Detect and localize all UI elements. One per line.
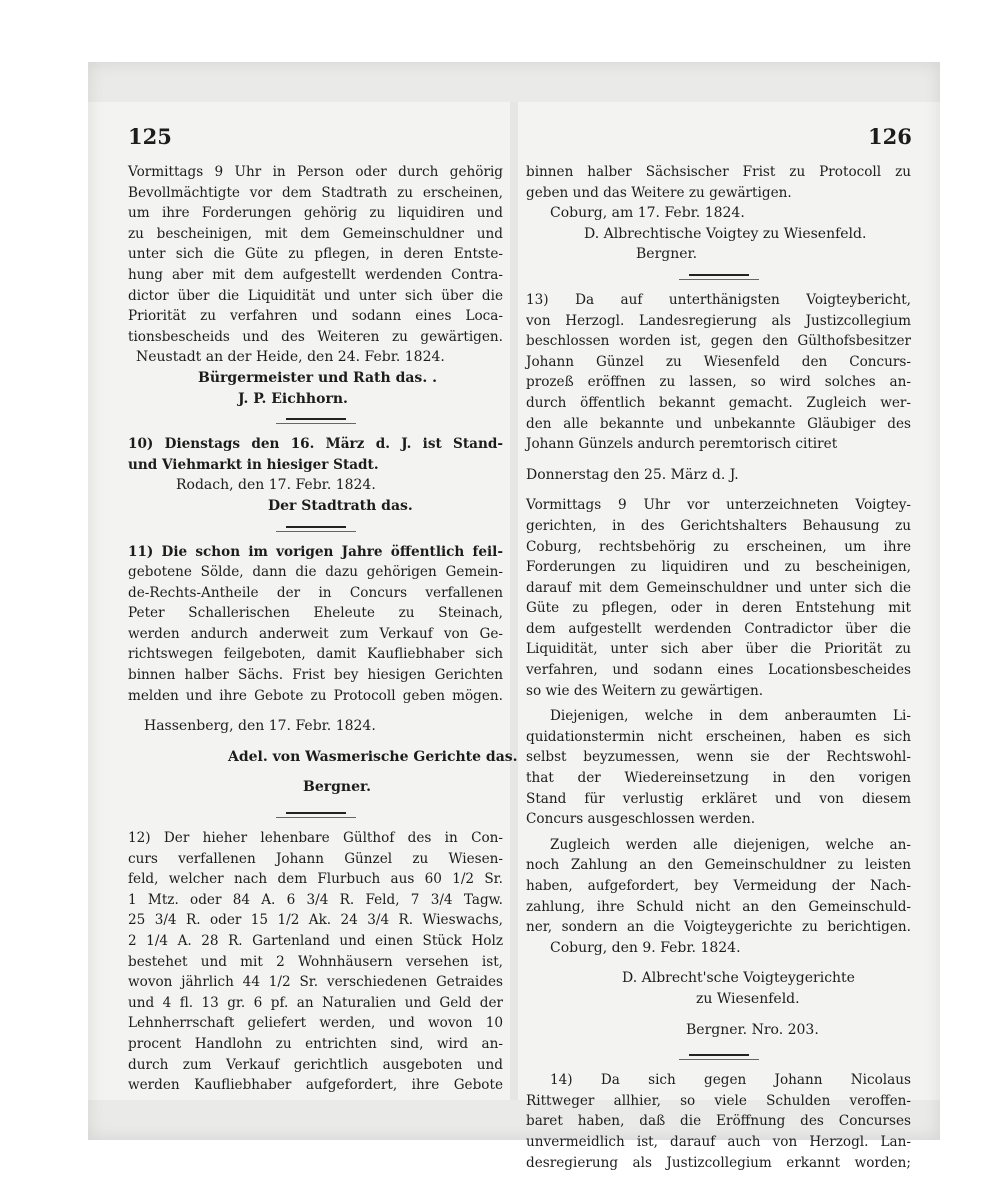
text-line: noch Zahlung an den Gemeinschuldner zu leisten bbox=[526, 857, 911, 874]
spacer bbox=[526, 1010, 911, 1020]
signature-line: Adel. von Wasmerische Gerichte das. bbox=[228, 748, 518, 765]
text-line: so wie des Weitern zu gewärtigen. bbox=[526, 682, 764, 699]
text-line: Concurs ausgeschlossen werden. bbox=[526, 811, 756, 828]
section-divider bbox=[526, 1045, 911, 1065]
text-line: durch zum Verkauf gerichtlich ausgeboten und bbox=[128, 1056, 503, 1073]
spacer bbox=[526, 958, 911, 968]
text-line: und Viehmarkt in hiesiger Stadt. bbox=[128, 456, 379, 473]
text-line: 1 Mtz. oder 84 A. 6 3/4 R. Feld, 7 3/4 Tagw. bbox=[128, 891, 503, 908]
section-divider bbox=[128, 409, 503, 429]
text-line: zu bescheinigen, mit dem Gemeinschuldner und bbox=[128, 225, 503, 242]
text-line: Zugleich werden alle diejenigen, welche an- bbox=[550, 836, 911, 853]
text-line: melden und ihre Gebote zu Protocoll geben mögen. bbox=[128, 687, 503, 704]
text-line: Johann Günzel zu Wiesenfeld den Concurs- bbox=[526, 353, 911, 370]
text-line: gebotene Sölde, dann die dazu gehörigen Gemein- bbox=[128, 564, 503, 581]
text-line: curs verfallenen Johann Günzel zu Wiesen- bbox=[128, 850, 503, 867]
text-line: desregierung als Justizcollegium erkannt worden; bbox=[526, 1154, 911, 1171]
text-line: Bevollmächtigte vor dem Stadtrath zu erscheinen, bbox=[128, 184, 503, 201]
text-line: binnen halber Sächs. Frist bey hiesigen Gerichten bbox=[128, 667, 503, 684]
text-line: binnen halber Sächsischer Frist zu Protocoll zu bbox=[526, 164, 911, 180]
text-line: Peter Schallerischen Eheleute zu Steinach, bbox=[128, 605, 503, 622]
section-divider bbox=[128, 803, 503, 823]
text-line: haben, aufgefordert, bey Vermeidung der Nach- bbox=[526, 878, 911, 894]
text-line: Vormittags 9 Uhr vor unterzeichneten Voigtey- bbox=[526, 497, 911, 514]
text-line: feld, welcher nach dem Flurbuch aus 60 1/2 Sr. bbox=[128, 871, 503, 888]
text-line: quidationstermin nicht erscheinen, haben es sich bbox=[526, 728, 911, 745]
signature-line: Coburg, am 17. Febr. 1824. bbox=[550, 205, 745, 222]
text-line: beschlossen worden ist, gegen den Gülthofsbesitzer bbox=[526, 333, 911, 350]
text-line: und 4 fl. 13 gr. 6 pf. an Naturalien und Geld der bbox=[128, 994, 503, 1011]
right-column bbox=[526, 162, 911, 1173]
text-line: Vormittags 9 Uhr in Person oder durch gehörig bbox=[128, 164, 503, 180]
left-column bbox=[128, 162, 518, 1096]
text-line: richtswegen feilgeboten, damit Kaufliebhaber sich bbox=[128, 646, 503, 663]
text-line: 12) Der hieher lehenbare Gülthof des in Con- bbox=[128, 830, 503, 847]
text-line: werden Kaufliebhaber aufgefordert, ihre Gebote bbox=[128, 1077, 503, 1094]
text-line: den alle bekannte und unbekannte Gläubiger des bbox=[526, 415, 911, 432]
text-line: dictor über die Liquidität und unter sich über die bbox=[128, 287, 503, 304]
section-divider bbox=[128, 517, 503, 537]
signature-line: D. Albrecht'sche Voigteygerichte bbox=[622, 970, 855, 987]
text-line: that der Wiedereinsetzung in den vorigen bbox=[526, 770, 911, 787]
text-line: um ihre Forderungen gehörig zu liquidiren und bbox=[128, 205, 503, 222]
text-line: von Herzogl. Landesregierung als Justizcollegium bbox=[526, 312, 911, 329]
section-divider bbox=[526, 265, 911, 285]
text-line: zahlung, ihre Schuld nicht an den Gemeinschuld- bbox=[526, 898, 911, 915]
text-line: Liquidität, unter sich aber über die Priorität zu bbox=[526, 641, 911, 658]
text-line: verfahren, und sodann eines Locationsbescheides bbox=[526, 662, 911, 679]
text-line: Coburg, rechtsbehörig zu erscheinen, um ihre bbox=[526, 538, 911, 555]
spacer bbox=[526, 485, 911, 495]
text-line: 25 3/4 R. oder 15 1/2 Ak. 24 3/4 R. Wieswachs, bbox=[128, 912, 503, 929]
text-line: Stand für verlustig erkläret und von diesem bbox=[526, 790, 911, 807]
signature-line: Rodach, den 17. Febr. 1824. bbox=[176, 477, 376, 494]
text-line: gerichten, in des Gerichtshalters Behausung zu bbox=[526, 517, 911, 534]
text-line: 10) Dienstags den 16. März d. J. ist Stand- bbox=[128, 436, 503, 453]
signature-line: Bergner. Nro. 203. bbox=[686, 1021, 819, 1038]
text-line: Johann Günzels andurch peremtorisch citiret bbox=[526, 436, 838, 453]
text-line: 13) Da auf unterthänigsten Voigteybericht, bbox=[526, 291, 911, 308]
spacer bbox=[128, 737, 503, 747]
text-line: wovon jährlich 44 1/2 Sr. verschiedenen Getraides bbox=[128, 974, 503, 991]
signature-line: D. Albrechtische Voigtey zu Wiesenfeld. bbox=[584, 225, 867, 242]
text-line: 11) Die schon im vorigen Jahre öffentlich feil- bbox=[128, 543, 503, 560]
text-line: unvermeidlich ist, darauf auch von Herzogl. Lan- bbox=[526, 1133, 911, 1150]
text-line: tionsbescheids und des Weiteren zu gewärtigen. bbox=[128, 328, 503, 345]
text-line: de-Rechts-Antheile der in Concurs verfallenen bbox=[128, 584, 503, 601]
text-line: procent Handlohn zu entrichten sind, wird an- bbox=[128, 1035, 503, 1052]
signature-line: Coburg, den 9. Febr. 1824. bbox=[550, 939, 741, 956]
text-line: dem aufgestellt werdenden Contradictor über die bbox=[526, 620, 911, 637]
signature-line: Bergner. bbox=[303, 779, 371, 796]
spacer bbox=[128, 767, 503, 777]
text-line: 2 1/4 A. 28 R. Gartenland und einen Stück Holz bbox=[128, 933, 503, 949]
text-line: Güte zu pflegen, oder in deren Entstehung mit bbox=[526, 600, 911, 617]
text-line: werden andurch anderweit zum Verkauf von Ge- bbox=[128, 625, 503, 642]
text-line: Diejenigen, welche in dem anberaumten Li- bbox=[550, 708, 911, 725]
text-line: ner, sondern an die Voigteygerichte zu berichtigen. bbox=[526, 919, 911, 936]
signature-line: Bergner. bbox=[636, 246, 698, 263]
signature-line: Der Stadtrath das. bbox=[268, 497, 413, 514]
text-line: geben und das Weitere zu gewärtigen. bbox=[526, 184, 792, 201]
signature-line: Bürgermeister und Rath das. . bbox=[198, 369, 437, 386]
text-line: prozeß eröffnen zu lassen, so wird solches an- bbox=[526, 374, 911, 391]
text-line: bestehet und mit 2 Wohnhäusern versehen ist, bbox=[128, 953, 503, 970]
text-line: Priorität zu verfahren und sodann eines Loca- bbox=[128, 308, 503, 325]
signature-line: zu Wiesenfeld. bbox=[696, 990, 800, 1007]
text-line: hung aber mit dem aufgestellt werdenden Contra- bbox=[128, 266, 503, 283]
spacer bbox=[526, 455, 911, 465]
text-line: Lehnherrschaft geliefert werden, und wovon 10 bbox=[128, 1015, 503, 1032]
text-line: baret haben, daß die Eröffnung des Concurses bbox=[526, 1113, 911, 1130]
page-number-left: 125 bbox=[128, 124, 172, 149]
text-line: 14) Da sich gegen Johann Nicolaus bbox=[550, 1072, 911, 1089]
text-line: selbst beyzumessen, wenn sie der Rechtswohl- bbox=[526, 749, 911, 766]
signature-line: Donnerstag den 25. März d. J. bbox=[526, 466, 739, 483]
signature-line: Hassenberg, den 17. Febr. 1824. bbox=[144, 718, 376, 735]
text-line: Rittweger allhier, so viele Schulden veroffen- bbox=[526, 1092, 911, 1109]
spacer bbox=[128, 706, 503, 716]
signature-line: Neustadt an der Heide, den 24. Febr. 1824. bbox=[136, 349, 445, 366]
text-line: Forderungen zu liquidiren und zu bescheinigen, bbox=[526, 559, 911, 576]
text-line: durch öffentlich bekannt gemacht. Zugleich wer- bbox=[526, 394, 911, 411]
text-line: darauf mit dem Gemeinschuldner und unter sich die bbox=[526, 579, 911, 596]
signature-line: J. P. Eichhorn. bbox=[238, 390, 348, 407]
page-number-right: 126 bbox=[868, 124, 912, 149]
text-line: unter sich die Güte zu pflegen, in deren Entste- bbox=[128, 246, 503, 263]
